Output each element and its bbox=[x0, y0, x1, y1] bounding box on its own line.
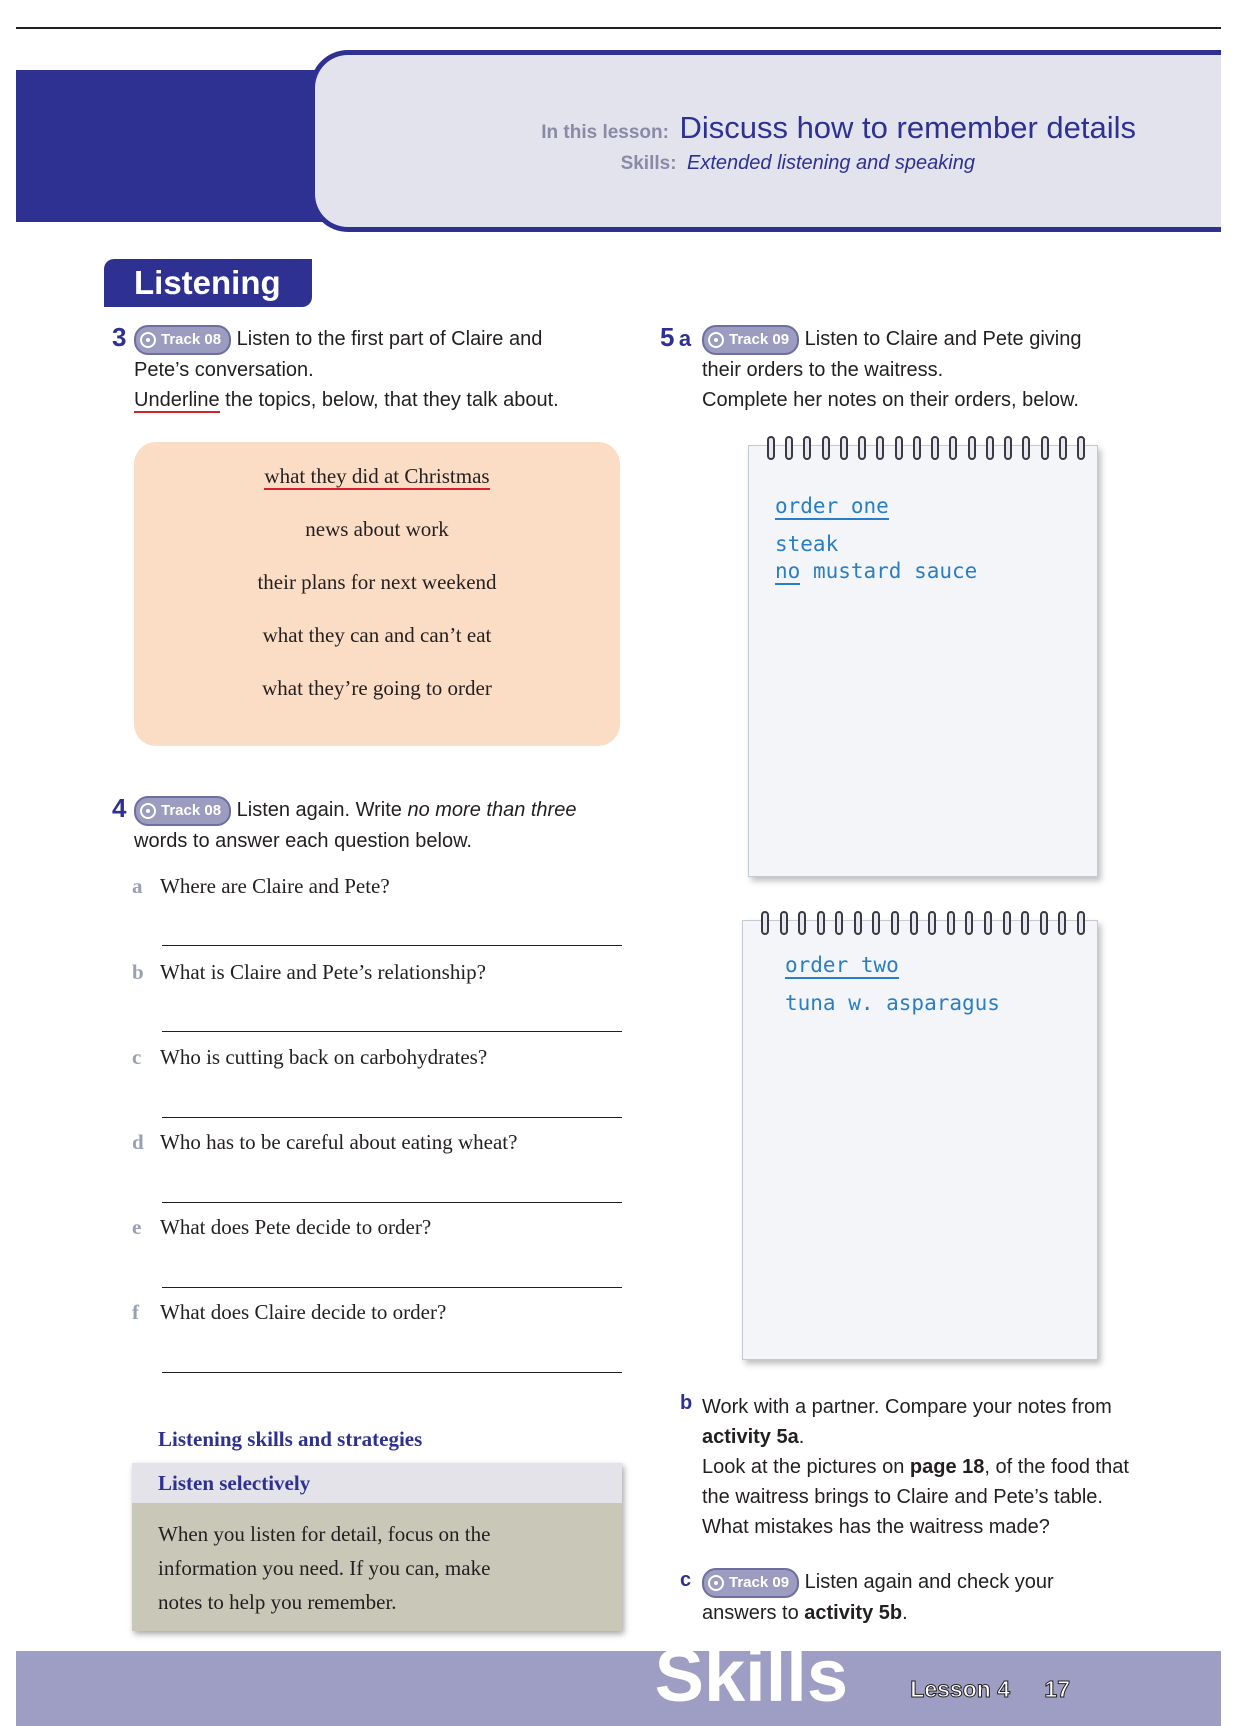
q5-number: 5 a bbox=[660, 322, 692, 352]
footer-band bbox=[16, 1651, 1221, 1726]
order-two-line1[interactable]: tuna w. asparagus bbox=[785, 991, 1000, 1015]
topic-item[interactable]: what they’re going to order bbox=[262, 676, 492, 700]
skills-line bbox=[621, 152, 975, 175]
q3-line2: Pete’s conversation. bbox=[134, 359, 314, 381]
q4-instructions: Track 08 Listen again. Write no more than three bbox=[134, 795, 576, 826]
play-disc-icon bbox=[140, 803, 156, 819]
question-b: b What is Claire and Pete’s relationship? bbox=[132, 960, 486, 984]
underline-word: Underline bbox=[134, 389, 220, 411]
footer-skills: Skills bbox=[654, 1634, 848, 1717]
strategy-title: Listening skills and strategies bbox=[158, 1427, 423, 1451]
footer-lesson: Lesson 4 bbox=[910, 1676, 1010, 1702]
q5c-letter: c bbox=[680, 1569, 692, 1591]
lesson-line bbox=[541, 110, 1136, 146]
topic-item[interactable]: what they did at Christmas bbox=[264, 464, 490, 488]
q3-number: 3 bbox=[112, 322, 127, 352]
skills-label: Skills: bbox=[620, 153, 677, 174]
topic-item[interactable]: what they can and can’t eat bbox=[262, 623, 492, 647]
q5b-letter: b bbox=[680, 1392, 693, 1414]
top-rule bbox=[16, 27, 1221, 29]
strategy-box bbox=[132, 1463, 622, 1631]
question-f: f What does Claire decide to order? bbox=[132, 1300, 447, 1324]
question-a: a Where are Claire and Pete? bbox=[132, 874, 390, 898]
q3-line3: Underline the topics, below, that they talk about. bbox=[134, 389, 559, 411]
order-one-line1[interactable]: steak bbox=[775, 532, 839, 556]
topic-item[interactable]: news about work bbox=[305, 517, 449, 541]
track-button-q5a[interactable]: Track 09 bbox=[702, 325, 799, 355]
strategy-heading: Listen selectively bbox=[132, 1463, 622, 1503]
question-c: c Who is cutting back on carbohydrates? bbox=[132, 1045, 488, 1069]
track-button-q5c[interactable]: Track 09 bbox=[702, 1568, 799, 1598]
page-number: 17 bbox=[1044, 1676, 1070, 1702]
topics-box bbox=[134, 442, 620, 746]
lesson-title: Discuss how to remember details bbox=[679, 110, 1136, 145]
order-one-line2[interactable]: no mustard sauce bbox=[775, 559, 978, 583]
q3-instructions bbox=[134, 324, 542, 355]
q5a-instructions: Track 09 Listen to Claire and Pete giving bbox=[702, 324, 1081, 355]
q5c-line2: answers to activity 5b. bbox=[702, 1602, 908, 1624]
spiral-binding bbox=[767, 436, 1085, 462]
play-disc-icon bbox=[140, 332, 156, 348]
order-two-title[interactable]: order two bbox=[785, 953, 899, 977]
notepad-order-two bbox=[742, 920, 1098, 1360]
skills-value: Extended listening and speaking bbox=[687, 152, 975, 174]
q3-line1: Listen to the first part of Claire and bbox=[236, 328, 543, 350]
question-d: d Who has to be careful about eating wheat? bbox=[132, 1130, 518, 1154]
strategy-body: When you listen for detail, focus on the information you need. If you can, make notes to help you remember. bbox=[158, 1522, 491, 1614]
order-one-title[interactable]: order one bbox=[775, 494, 889, 518]
q5a-line2: their orders to the waitress. bbox=[702, 359, 944, 381]
q5a-line3: Complete her notes on their orders, below. bbox=[702, 389, 1079, 411]
answer-line-c[interactable] bbox=[162, 1117, 622, 1118]
play-disc-icon bbox=[708, 1575, 724, 1591]
answer-line-a[interactable] bbox=[162, 945, 622, 946]
lesson-label: In this lesson: bbox=[541, 122, 669, 143]
answer-line-b[interactable] bbox=[162, 1031, 622, 1032]
q4-line2: words to answer each question below. bbox=[134, 830, 472, 852]
answer-line-d[interactable] bbox=[162, 1202, 622, 1203]
q5b-text: Work with a partner. Compare your notes from activity 5a. Look at the pictures on page 18, of the food that the waitress brings to Claire and Pete’s table. What mistakes has the waitress made? bbox=[702, 1396, 1129, 1538]
play-disc-icon bbox=[708, 332, 724, 348]
topic-item[interactable]: their plans for next weekend bbox=[257, 570, 497, 594]
spiral-binding bbox=[761, 911, 1085, 937]
header-band bbox=[16, 70, 346, 222]
track-button-q3[interactable]: Track 08 bbox=[134, 325, 231, 355]
track-button-q4[interactable]: Track 08 bbox=[134, 796, 231, 826]
answer-line-e[interactable] bbox=[162, 1287, 622, 1288]
notepad-order-one bbox=[748, 445, 1098, 877]
q4-number: 4 bbox=[112, 793, 127, 823]
section-title: Listening bbox=[104, 259, 312, 307]
answer-line-f[interactable] bbox=[162, 1372, 622, 1373]
question-e: e What does Pete decide to order? bbox=[132, 1215, 432, 1239]
q5c-line1: Track 09 Listen again and check your bbox=[702, 1567, 1054, 1598]
